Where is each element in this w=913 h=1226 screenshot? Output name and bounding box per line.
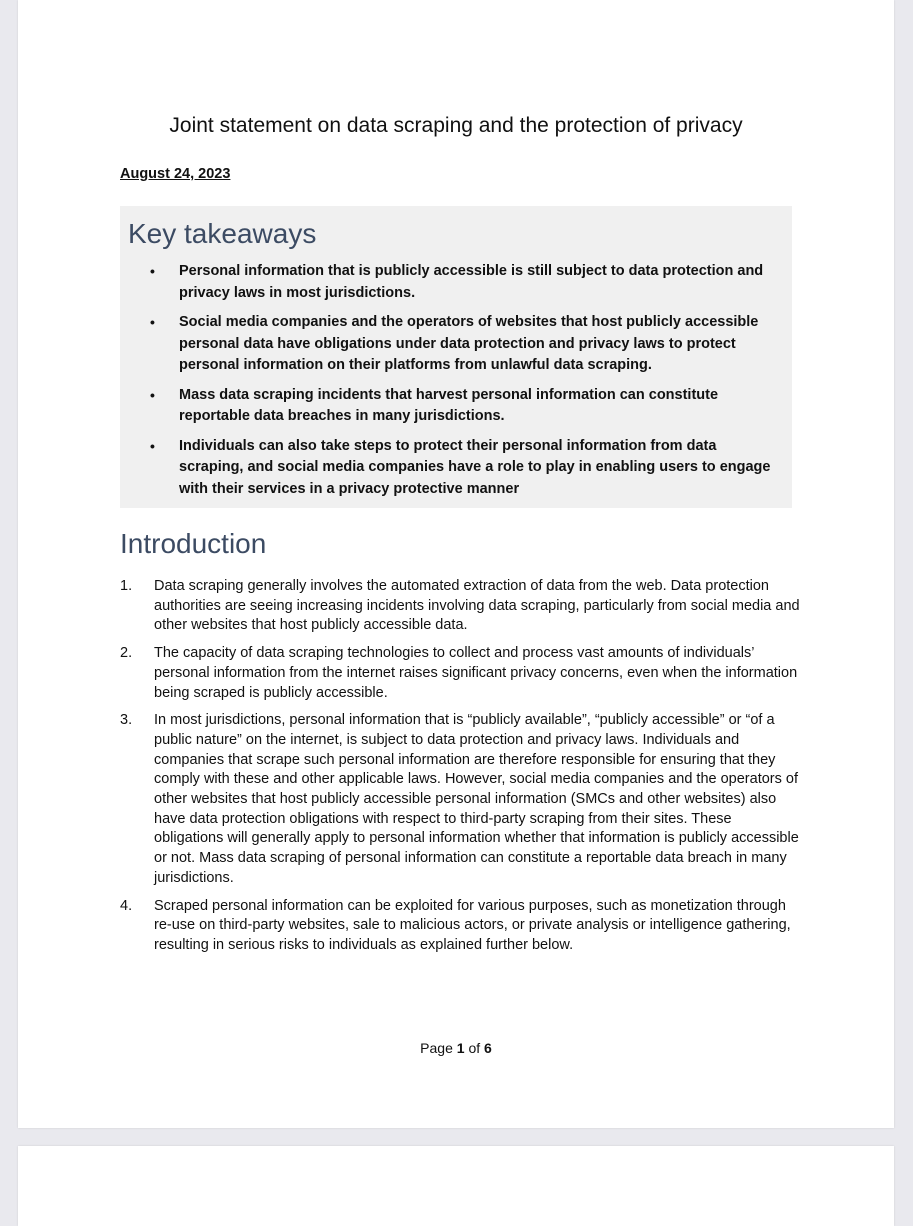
document-date: August 24, 2023 — [120, 166, 231, 182]
total-page-count: 6 — [484, 1040, 492, 1056]
paragraph-text: Scraped personal information can be exploited for various purposes, such as monetization through re-use on third-party websites, sale to malicious actors, or private analysis or intelligence gathering, resulting in serious risks to individuals as explained further below. — [154, 897, 791, 953]
list-item — [120, 711, 800, 888]
bullet-icon: • — [150, 437, 155, 454]
takeaway-text: Mass data scraping incidents that harvest personal information can constitute reportable data breaches in many jurisdictions. — [179, 386, 719, 424]
item-number: 4. — [120, 897, 133, 914]
list-item — [120, 312, 779, 377]
list-item — [120, 897, 800, 956]
document-page-1 — [18, 0, 894, 1128]
paragraph-text: Data scraping generally involves the automated extraction of data from the web. Data protection authorities are seeing increasing incidents involving data scraping, particularly from social media and other websites that host publicly accessible data. — [154, 578, 800, 634]
item-number: 2. — [120, 645, 133, 662]
document-page-2 — [18, 1146, 894, 1226]
key-takeaways-list — [120, 261, 779, 508]
of-word: of — [468, 1040, 481, 1056]
item-number: 1. — [120, 578, 133, 594]
page-word: Page — [420, 1040, 453, 1056]
list-item — [120, 385, 779, 428]
takeaway-text: Social media companies and the operators of websites that host publicly accessible personal data have obligations under data protection and privacy laws to protect personal information on their platforms from unlawful data scraping. — [179, 314, 759, 373]
list-item — [120, 644, 800, 703]
paragraph-text: In most jurisdictions, personal information that is “publicly available”, “publicly accessible” or “of a public nature” on the internet, is subject to data protection and privacy laws. Individuals and companies that scrape such personal information are therefore responsible for ensuring that they comply with these and other applicable laws. However, social media companies and the operators of other websites that host publicly accessible personal information (SMCs and other websites) also have data protection obligations with respect to third-party scraping from their sites. These obligations will generally apply to personal information whether that information is publicly accessible or not. Mass data scraping of personal information can constitute a reportable data breach in many jurisdictions. — [154, 712, 799, 886]
bullet-icon: • — [150, 314, 155, 330]
bullet-icon: • — [150, 263, 155, 279]
list-item — [120, 577, 800, 636]
document-title: Joint statement on data scraping and the protection of privacy — [169, 114, 743, 137]
bullet-icon: • — [150, 386, 155, 403]
takeaway-text: Personal information that is publicly accessible is still subject to data protection and privacy laws in most jurisdictions. — [179, 263, 764, 301]
takeaway-text: Individuals can also take steps to protect their personal information from data scraping, and social media companies have a role to play in enabling users to engage with their services in a privacy protective manner — [179, 437, 771, 497]
list-item — [120, 261, 779, 304]
list-item — [120, 436, 779, 501]
introduction-heading: Introduction — [120, 528, 267, 559]
key-takeaways-box — [120, 206, 792, 508]
paragraph-text: The capacity of data scraping technologies to collect and process vast amounts of individuals’ personal information from the internet raises significant privacy concerns, even when the information being scraped is publicly accessible. — [154, 645, 798, 701]
introduction-list — [120, 577, 800, 964]
item-number: 3. — [120, 712, 133, 729]
key-takeaways-heading: Key takeaways — [128, 218, 317, 249]
page-number-footer — [18, 1040, 894, 1056]
current-page-number: 1 — [456, 1040, 465, 1056]
